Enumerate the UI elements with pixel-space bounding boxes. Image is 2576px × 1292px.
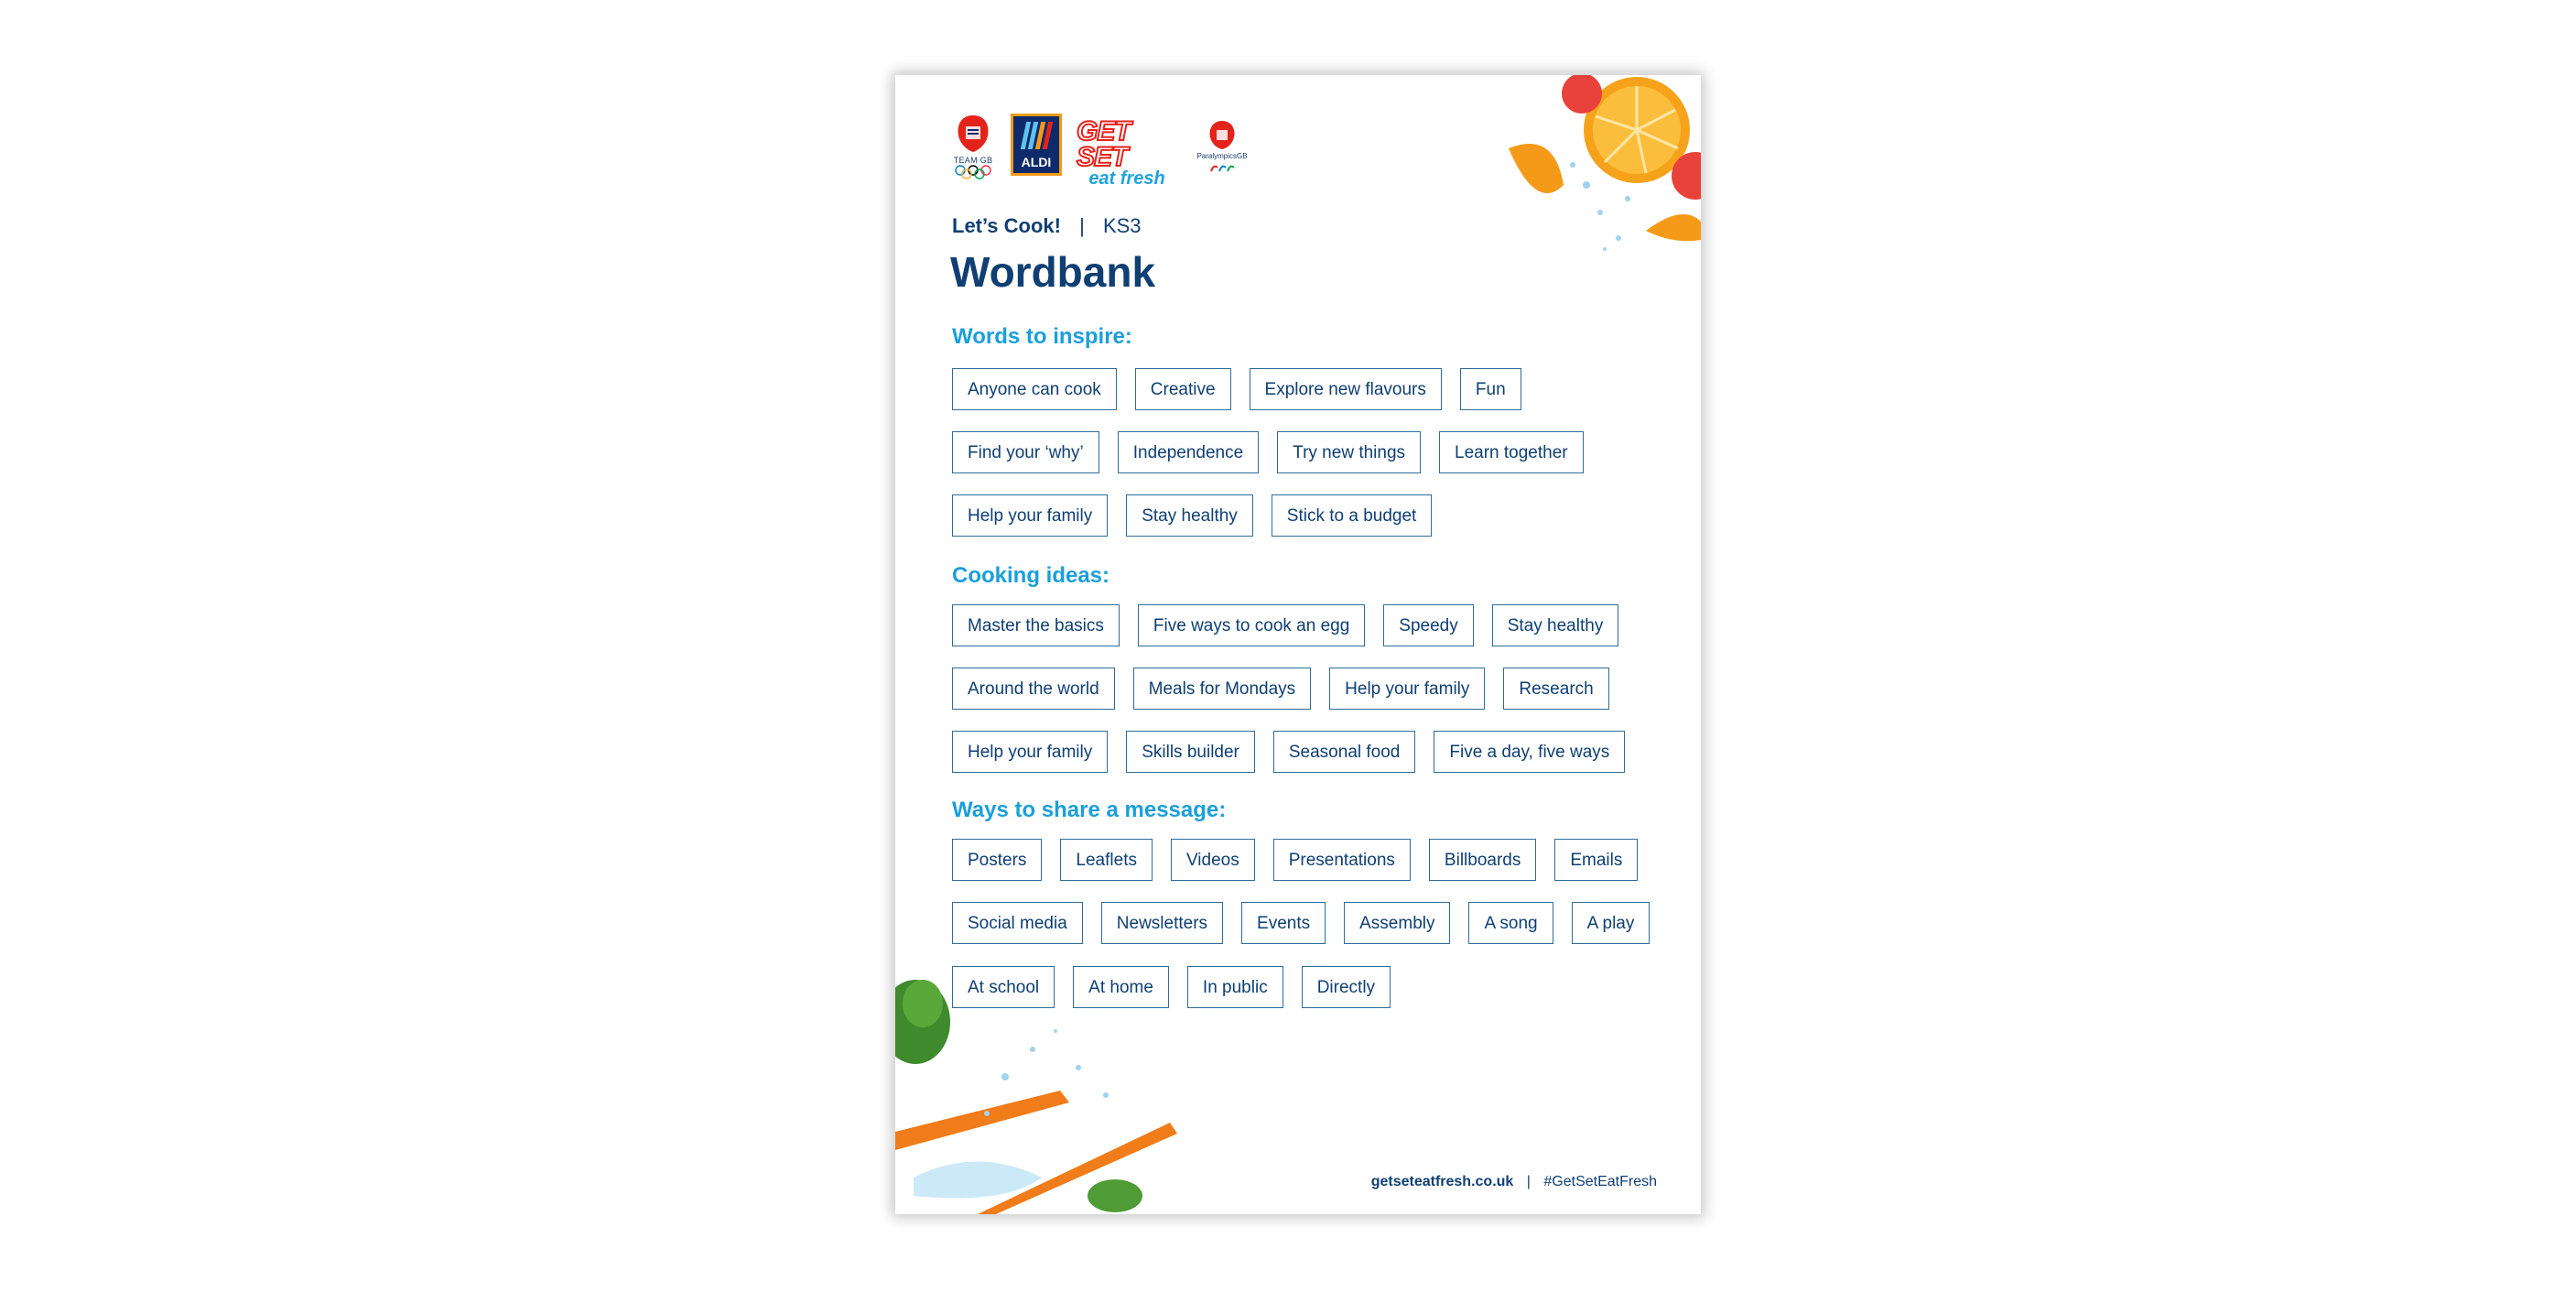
- key-stage: KS3: [1102, 214, 1142, 237]
- word-chip: Posters: [952, 839, 1042, 881]
- word-chip: Five ways to cook an egg: [1138, 604, 1365, 646]
- team-gb-logo: [950, 114, 996, 179]
- paralympics-label: ParalympicsGB: [1196, 152, 1248, 160]
- word-chip: Independence: [1118, 431, 1259, 473]
- word-chip: Newsletters: [1101, 902, 1223, 944]
- word-chip: Speedy: [1383, 604, 1473, 646]
- page-title: Wordbank: [950, 248, 1156, 296]
- series-name: Let’s Cook!: [952, 214, 1061, 237]
- word-row: [952, 902, 1650, 944]
- word-chip: Events: [1241, 902, 1326, 944]
- subheading-separator: |: [1079, 214, 1085, 237]
- word-chip: Videos: [1171, 839, 1255, 881]
- olympic-rings-icon: [953, 165, 993, 179]
- word-row: [952, 431, 1584, 473]
- aldi-logo: [1011, 114, 1062, 176]
- word-chip: Seasonal food: [1273, 731, 1416, 773]
- aldi-label: ALDI: [1021, 155, 1052, 169]
- paralympics-lion-icon: [1207, 119, 1238, 150]
- word-chip: Stick to a budget: [1272, 494, 1433, 537]
- lesson-subheading: [952, 214, 1142, 238]
- worksheet-page: [895, 75, 1701, 1214]
- word-chip: Fun: [1460, 368, 1521, 410]
- word-chip: Help your family: [952, 494, 1108, 537]
- word-row: [952, 668, 1609, 710]
- word-chip: A song: [1468, 902, 1553, 944]
- word-chip: Stay healthy: [1126, 494, 1253, 537]
- agitos-icon: [1208, 162, 1236, 173]
- word-row: [952, 604, 1618, 646]
- word-chip: At home: [1073, 966, 1169, 1008]
- word-row: [952, 839, 1638, 881]
- word-row: [952, 731, 1625, 773]
- team-gb-lion-icon: [955, 114, 991, 154]
- word-chip: Explore new flavours: [1250, 368, 1442, 410]
- word-chip: Five a day, five ways: [1434, 731, 1625, 773]
- word-row: [952, 368, 1521, 410]
- word-chip: Social media: [952, 902, 1083, 944]
- word-chip: Anyone can cook: [952, 368, 1117, 410]
- word-chip: A play: [1572, 902, 1651, 944]
- word-chip: Around the world: [952, 668, 1115, 710]
- word-chip: Creative: [1135, 368, 1231, 410]
- partner-logos: [950, 114, 1252, 189]
- word-chip: Skills builder: [1126, 731, 1255, 773]
- footer-separator: |: [1526, 1174, 1531, 1189]
- get-set-label: GET SET: [1077, 116, 1131, 172]
- word-chip: Research: [1503, 668, 1608, 710]
- eat-fresh-label: eat fresh: [1088, 168, 1165, 189]
- word-chip: Stay healthy: [1492, 604, 1619, 646]
- word-chip: Learn together: [1439, 431, 1584, 473]
- get-set-eat-fresh-logo: [1077, 116, 1177, 189]
- word-chip: Help your family: [952, 731, 1108, 773]
- footer-hashtag: #GetSetEatFresh: [1543, 1174, 1657, 1189]
- word-chip: Meals for Mondays: [1133, 668, 1312, 710]
- page-footer: [1371, 1174, 1657, 1190]
- fruit-splash-image: [1499, 75, 1701, 267]
- footer-website: getseteatfresh.co.uk: [1370, 1174, 1514, 1189]
- word-chip: At school: [952, 966, 1055, 1008]
- word-row: [952, 494, 1432, 537]
- word-chip: Billboards: [1429, 839, 1536, 881]
- section-heading-ways-to-share: Ways to share a message:: [952, 798, 1227, 822]
- word-chip: Directly: [1302, 966, 1391, 1008]
- paralympics-gb-logo: [1192, 119, 1252, 173]
- word-row: [952, 966, 1391, 1008]
- word-chip: Master the basics: [952, 604, 1120, 646]
- team-gb-label: TEAM GB: [953, 156, 993, 165]
- section-heading-words-to-inspire: Words to inspire:: [952, 324, 1132, 349]
- word-chip: Emails: [1554, 839, 1638, 881]
- word-chip: Assembly: [1344, 902, 1450, 944]
- word-chip: Try new things: [1277, 431, 1421, 473]
- word-chip: Leaflets: [1060, 839, 1153, 881]
- word-chip: Find your ‘why’: [952, 431, 1099, 473]
- word-chip: Help your family: [1329, 668, 1485, 710]
- word-chip: In public: [1187, 966, 1283, 1008]
- word-chip: Presentations: [1273, 839, 1411, 881]
- section-heading-cooking-ideas: Cooking ideas:: [952, 563, 1110, 588]
